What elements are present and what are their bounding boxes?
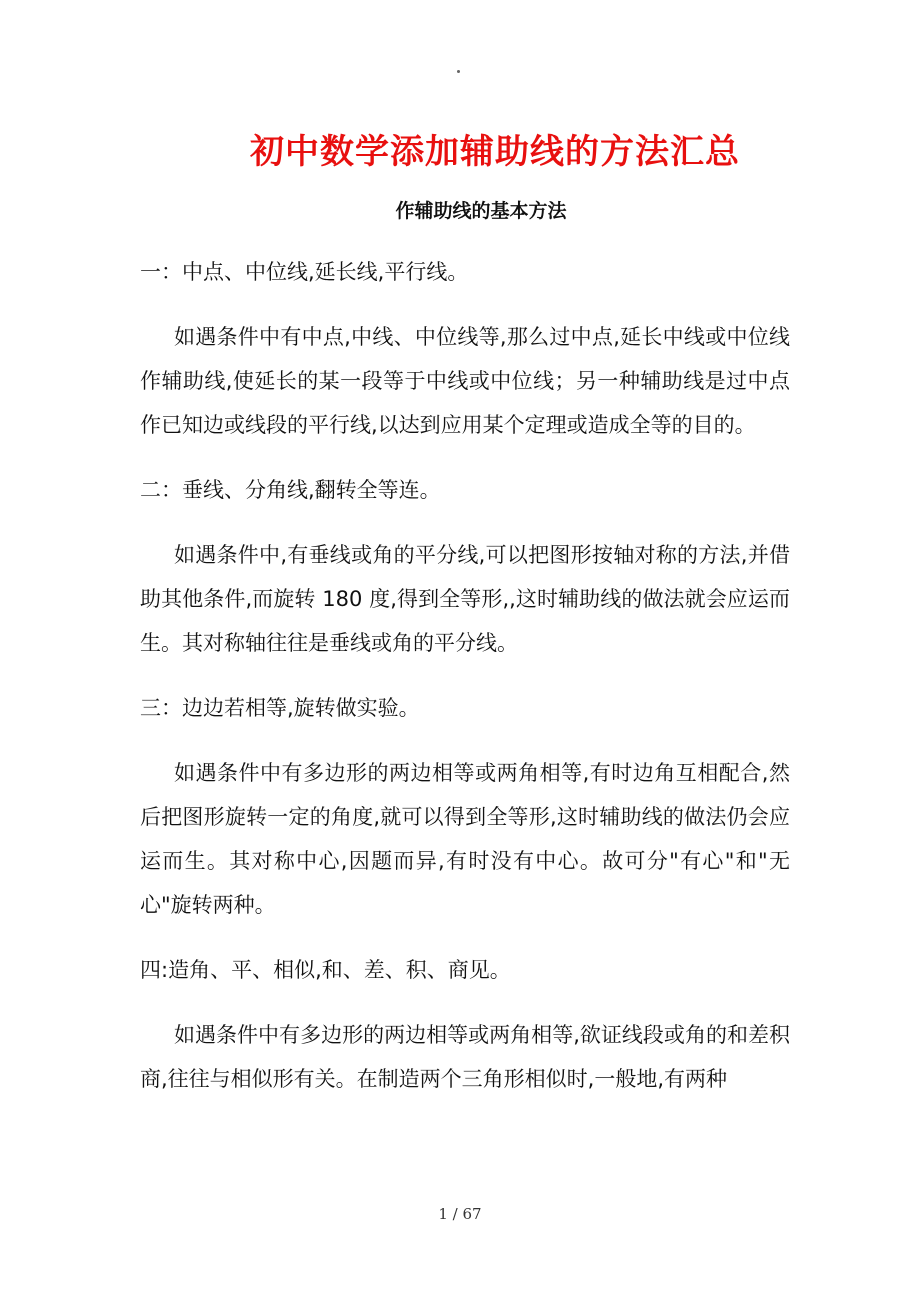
section-paragraph: 如遇条件中有中点,中线、中位线等,那么过中点,延长中线或中位线作辅助线,使延长的某一段等于中线或中位线；另一种辅助线是过中点作已知边或线段的平行线,以达到应用某个定理或造成全等的目的。 — [140, 325, 790, 437]
document-body — [140, 250, 790, 1122]
section-paragraph: 如遇条件中有多边形的两边相等或两角相等,欲证线段或角的和差积商,往往与相似形有关。在制造两个三角形相似时,一般地,有两种 — [140, 1023, 790, 1091]
section-heading: 四:造角、平、相似,和、差、积、商见。 — [140, 958, 511, 982]
section-paragraph: 如遇条件中,有垂线或角的平分线,可以把图形按轴对称的方法,并借助其他条件,而旋转 180 度,得到全等形,,这时辅助线的做法就会应运而生。其对称轴往往是垂线或角的平分线。 — [140, 543, 790, 655]
section-heading: 一：中点、中位线,延长线,平行线。 — [140, 260, 469, 284]
page-number: 1 / 67 — [438, 1205, 482, 1223]
document-title: 初中数学添加辅助线的方法汇总 — [250, 132, 740, 172]
document-subtitle: 作辅助线的基本方法 — [395, 200, 567, 222]
section-heading: 二：垂线、分角线,翻转全等连。 — [140, 478, 441, 502]
section-paragraph: 如遇条件中有多边形的两边相等或两角相等,有时边角互相配合,然后把图形旋转一定的角度,就可以得到全等形,这时辅助线的做法仍会应运而生。其对称中心,因题而异,有时没有中心。故可分"有心"和"无心"旋转两种。 — [140, 761, 790, 917]
section-heading: 三：边边若相等,旋转做实验。 — [140, 696, 420, 720]
header-dot — [457, 70, 460, 73]
